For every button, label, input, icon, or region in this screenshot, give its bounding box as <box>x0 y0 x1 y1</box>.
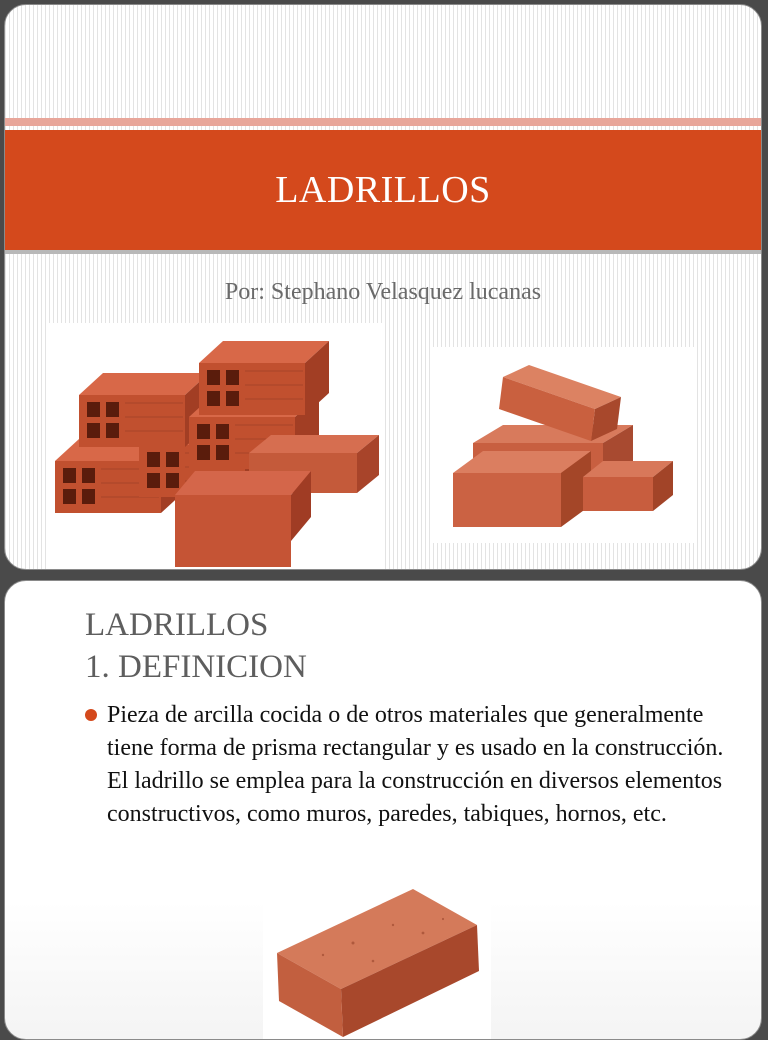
definition-text: Pieza de arcilla cocida o de otros materiales que generalmente tiene forma de prisma rectangular y es usado en la construcción. El ladrillo se emplea para la construcción en diversos elementos constructivos, como muros, paredes, tabiques, hornos, etc. <box>107 702 724 827</box>
accent-line <box>5 118 761 126</box>
solid-brick <box>583 461 673 511</box>
slide-definition <box>4 580 762 1040</box>
bullet-icon <box>85 709 97 721</box>
slide-title-text: LADRILLOS <box>275 169 491 211</box>
slide-title <box>4 4 762 570</box>
hollow-bricks-image <box>49 323 383 569</box>
slide-subtitle: Por: Stephano Velasquez lucanas <box>224 279 542 305</box>
title-band <box>5 130 761 254</box>
single-brick-image <box>263 873 491 1040</box>
solid-brick <box>175 471 311 567</box>
solid-brick <box>453 451 591 527</box>
solid-bricks-image <box>433 347 697 543</box>
section-heading: 1. DEFINICION <box>85 649 307 685</box>
slide-heading: LADRILLOS <box>85 607 269 643</box>
solid-brick <box>277 889 479 1037</box>
hollow-brick <box>199 341 329 415</box>
